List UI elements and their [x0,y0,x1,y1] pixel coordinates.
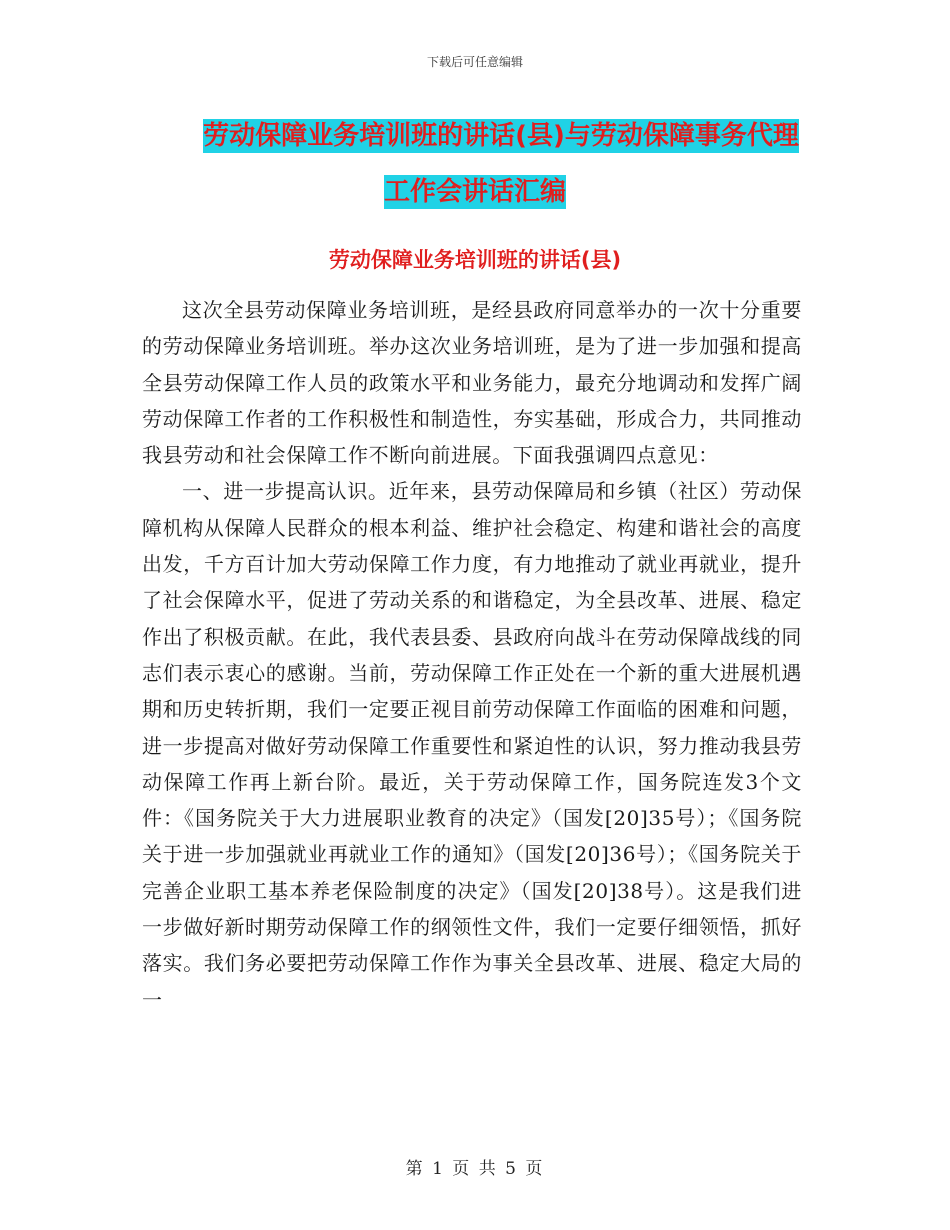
document-title-line2: 工作会讲话汇编 [383,177,566,207]
paragraph: 一、进一步提高认识。近年来，县劳动保障局和乡镇（社区）劳动保障机构从保障人民群众的根本利益、维护社会稳定、构建和谐社会的高度出发，千方百计加大劳动保障工作力度，有力地推动了就业再就业，提升了社会保障水平，促进了劳动关系的和谐稳定，为全县改革、进展、稳定作出了积极贡献。在此，我代表县委、县政府向战斗在劳动保障战线的同志们表示衷心的感谢。当前，劳动保障工作正处在一个新的重大进展机遇期和历史转折期，我们一定要正视目前劳动保障工作面临的困难和问题，进一步提高对做好劳动保障工作重要性和紧迫性的认识，努力推动我县劳动保障工作再上新台阶。最近，关于劳动保障工作，国务院连发3个文件：《国务院关于大力进展职业教育的决定》（国发[20]35号）；《国务院关于进一步加强就业再就业工作的通知》（国发[20]36号）；《国务院关于完善企业职工基本养老保险制度的决定》（国发[20]38号）。这是我们进一步做好新时期劳动保障工作的纲领性文件，我们一定要仔细领悟，抓好落实。我们务必要把劳动保障工作作为事关全县改革、进展、稳定大局的一 [142,479,802,1012]
section-title: 劳动保障业务培训班的讲话(县) [328,248,622,272]
paragraph: 这次全县劳动保障业务培训班，是经县政府同意举办的一次十分重要的劳动保障业务培训班。举办这次业务培训班，是为了进一步加强和提高全县劳动保障工作人员的政策水平和业务能力，最充分地调动和发挥广阔劳动保障工作者的工作积极性和制造性，夯实基础，形成合力，共同推动我县劳动和社会保障工作不断向前进展。下面我强调四点意见： [142,298,802,468]
page-footer: 第 1 页 共 5 页 [405,1159,545,1179]
document-title-line1: 劳动保障业务培训班的讲话(县)与劳动保障事务代理 [203,121,799,151]
document-title [0,108,950,220]
header-note: 下载后可任意编辑 [426,55,523,69]
body-text [142,292,802,1018]
